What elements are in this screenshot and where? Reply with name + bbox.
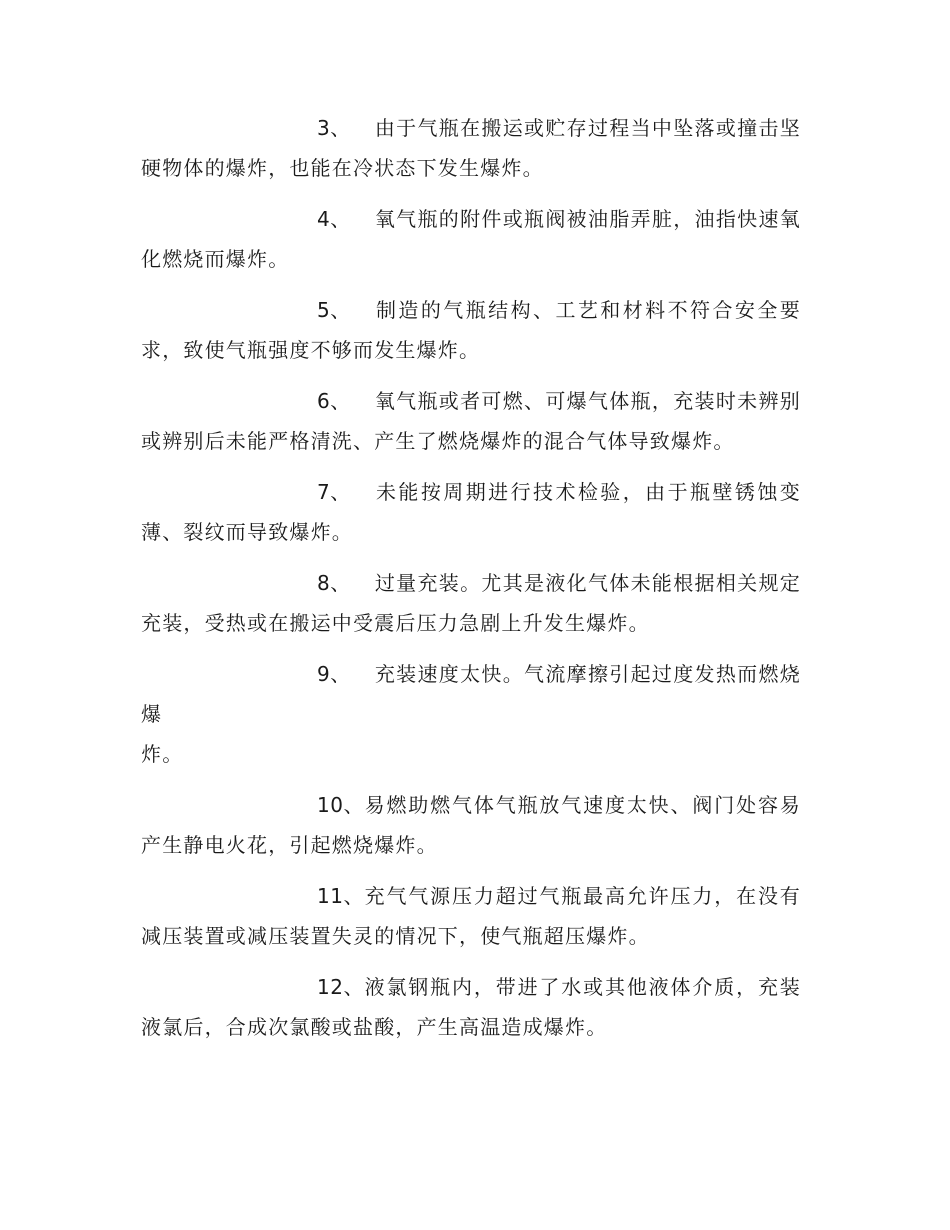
item-number: 9、: [317, 662, 351, 686]
item-text: 氧气瓶或者可燃、可爆气体瓶，充装时未辨别或辨别后未能严格清洗、产生了燃烧爆炸的混合气体导致爆炸。: [141, 389, 801, 453]
list-item-8: [141, 563, 801, 643]
list-item-12: [141, 967, 801, 1047]
item-number: 10、: [317, 793, 364, 817]
list-item-3: [141, 108, 801, 188]
item-text: 液氯钢瓶内，带进了水或其他液体介质，充装液氯后，合成次氯酸或盐酸，产生高温造成爆炸。: [141, 975, 801, 1039]
item-text: 未能按周期进行技术检验，由于瓶壁锈蚀变薄、裂纹而导致爆炸。: [141, 480, 801, 544]
item-number: 8、: [317, 571, 351, 595]
item-number: 5、: [317, 298, 351, 322]
item-number: 6、: [317, 389, 351, 413]
item-number: 12、: [317, 975, 364, 999]
item-text: 易燃助燃气体气瓶放气速度太快、阀门处容易产生静电火花，引起燃烧爆炸。: [141, 793, 801, 857]
item-text-line1: 充装速度太快。气流摩擦引起过度发热而燃烧爆: [141, 662, 801, 726]
list-item-11: [141, 876, 801, 956]
document-body: [141, 108, 801, 1058]
list-item-10: [141, 785, 801, 865]
list-item-9: [141, 654, 801, 774]
list-item-5: [141, 290, 801, 370]
list-item-6: [141, 381, 801, 461]
item-text: 由于气瓶在搬运或贮存过程当中坠落或撞击坚硬物体的爆炸，也能在冷状态下发生爆炸。: [141, 116, 801, 180]
item-text: 制造的气瓶结构、工艺和材料不符合安全要求，致使气瓶强度不够而发生爆炸。: [141, 298, 801, 362]
item-text: 氧气瓶的附件或瓶阀被油脂弄脏，油指快速氧化燃烧而爆炸。: [141, 207, 801, 271]
item-text: 过量充装。尤其是液化气体未能根据相关规定充装，受热或在搬运中受震后压力急剧上升发生爆炸。: [141, 571, 801, 635]
list-item-7: [141, 472, 801, 552]
item-text: 充气气源压力超过气瓶最高允许压力，在没有减压装置或减压装置失灵的情况下，使气瓶超压爆炸。: [141, 884, 801, 948]
item-number: 11、: [317, 884, 364, 908]
list-item-4: [141, 199, 801, 279]
item-number: 7、: [317, 480, 351, 504]
item-number: 3、: [317, 116, 351, 140]
item-number: 4、: [317, 207, 351, 231]
item-text-line2: 炸。: [141, 742, 184, 766]
